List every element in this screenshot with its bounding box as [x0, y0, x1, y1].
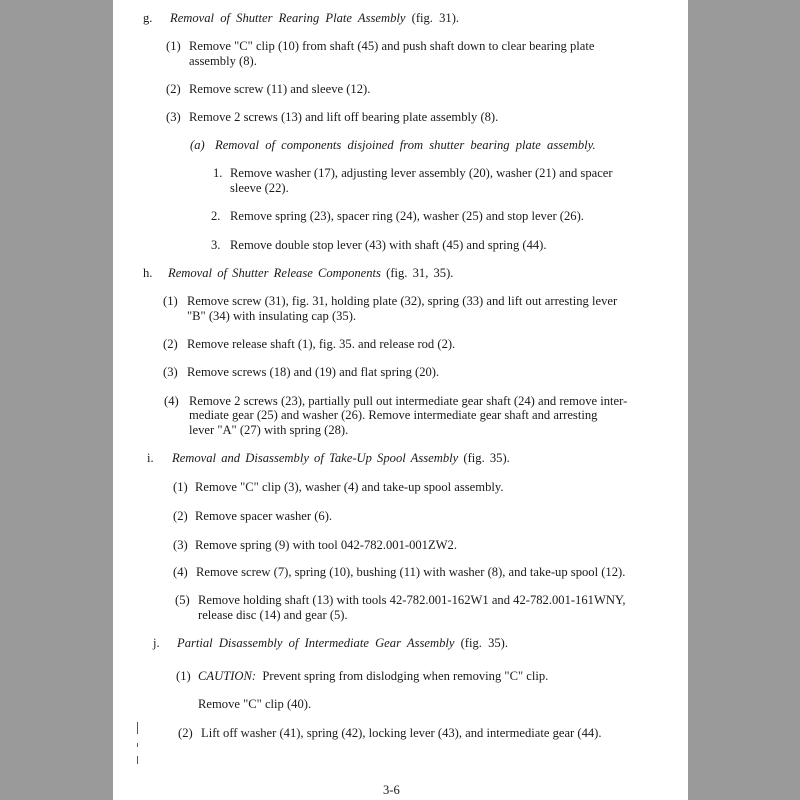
- step-label: (2): [166, 82, 181, 96]
- step-line: Remove "C" clip (10) from shaft (45) and push shaft down to clear bearing plate: [189, 39, 595, 53]
- step-line: Remove release shaft (1), fig. 35. and release rod (2).: [187, 337, 456, 351]
- section-g-title: Removal of Shutter Rearing Plate Assembly: [170, 11, 406, 25]
- step-line: Lift off washer (41), spring (42), locking lever (43), and intermediate gear (44).: [201, 726, 602, 740]
- section-h-title: Removal of Shutter Release Components: [168, 266, 381, 280]
- caution-label: CAUTION:: [198, 669, 257, 683]
- step-line: Remove 2 screws (13) and lift off bearing plate assembly (8).: [189, 110, 499, 124]
- section-h-label: h.: [143, 266, 153, 280]
- item-line: Remove washer (17), adjusting lever assembly (20), washer (21) and spacer: [230, 166, 613, 180]
- step-label: (4): [164, 394, 179, 408]
- item-label: 3.: [211, 238, 221, 252]
- item-label: 1.: [213, 166, 223, 180]
- step-line: Remove "C" clip (40).: [198, 697, 312, 711]
- section-g-fig: (fig. 31).: [411, 11, 460, 25]
- section-j-heading: [177, 636, 508, 651]
- item-line: sleeve (22).: [230, 181, 289, 195]
- step-line: Remove spring (9) with tool 042-782.001-001ZW2.: [195, 538, 457, 552]
- scan-mark: [137, 722, 138, 734]
- step-label: (1): [166, 39, 181, 53]
- step-label: (1): [163, 294, 178, 308]
- step-label: (3): [166, 110, 181, 124]
- section-i-fig: (fig. 35).: [463, 451, 510, 465]
- step-line: Remove "C" clip (3), washer (4) and take-up spool assembly.: [195, 480, 504, 494]
- step-line: release disc (14) and gear (5).: [198, 608, 348, 622]
- step-line: Remove holding shaft (13) with tools 42-782.001-162W1 and 42-782.001-161WNY,: [198, 593, 626, 607]
- step-line: mediate gear (25) and washer (26). Remove intermediate gear shaft and arresting: [189, 408, 598, 422]
- section-g-heading: [170, 11, 459, 26]
- scan-mark: [137, 743, 138, 747]
- item-label: 2.: [211, 209, 221, 223]
- step-label: (2): [178, 726, 193, 740]
- subsection-a-label: (a): [190, 138, 205, 152]
- section-i-title: Removal and Disassembly of Take-Up Spool Assembly: [172, 451, 459, 465]
- step-label: (2): [163, 337, 178, 351]
- step-line: lever "A" (27) with spring (28).: [189, 423, 349, 437]
- section-j-fig: (fig. 35).: [460, 636, 509, 650]
- step-label: (4): [173, 565, 188, 579]
- step-line: Remove spacer washer (6).: [195, 509, 333, 523]
- step-label: (3): [163, 365, 178, 379]
- step-label: (1): [176, 669, 191, 683]
- step-line: CAUTION: Prevent spring from dislodging when removing "C" clip.: [198, 669, 549, 683]
- page-number: 3-6: [383, 783, 400, 797]
- step-label: (3): [173, 538, 188, 552]
- section-j-title: Partial Disassembly of Intermediate Gear Assembly: [177, 636, 455, 650]
- step-line: Remove 2 screws (23), partially pull out intermediate gear shaft (24) and remove inter-: [189, 394, 628, 408]
- section-g-label: g.: [143, 11, 153, 25]
- section-j-label: j.: [153, 636, 160, 650]
- step-line: Remove screw (7), spring (10), bushing (11) with washer (8), and take-up spool (12).: [196, 565, 626, 579]
- section-h-fig: (fig. 31, 35).: [386, 266, 454, 280]
- item-line: Remove spring (23), spacer ring (24), washer (25) and stop lever (26).: [230, 209, 584, 223]
- section-i-label: i.: [147, 451, 154, 465]
- subsection-a-title: Removal of components disjoined from shutter bearing plate assembly.: [215, 138, 596, 152]
- section-i-heading: [172, 451, 510, 466]
- scan-mark: [137, 756, 138, 764]
- step-line: Remove screw (11) and sleeve (12).: [189, 82, 371, 96]
- step-label: (2): [173, 509, 188, 523]
- step-label: (1): [173, 480, 188, 494]
- item-line: Remove double stop lever (43) with shaft (45) and spring (44).: [230, 238, 547, 252]
- step-label: (5): [175, 593, 190, 607]
- section-h-heading: [168, 266, 453, 281]
- step-line: "B" (34) with insulating cap (35).: [187, 309, 357, 323]
- step-line: assembly (8).: [189, 54, 257, 68]
- document-page: [113, 0, 688, 800]
- step-line: Remove screws (18) and (19) and flat spring (20).: [187, 365, 440, 379]
- step-line: Remove screw (31), fig. 31, holding plate (32), spring (33) and lift out arresting lever: [187, 294, 618, 308]
